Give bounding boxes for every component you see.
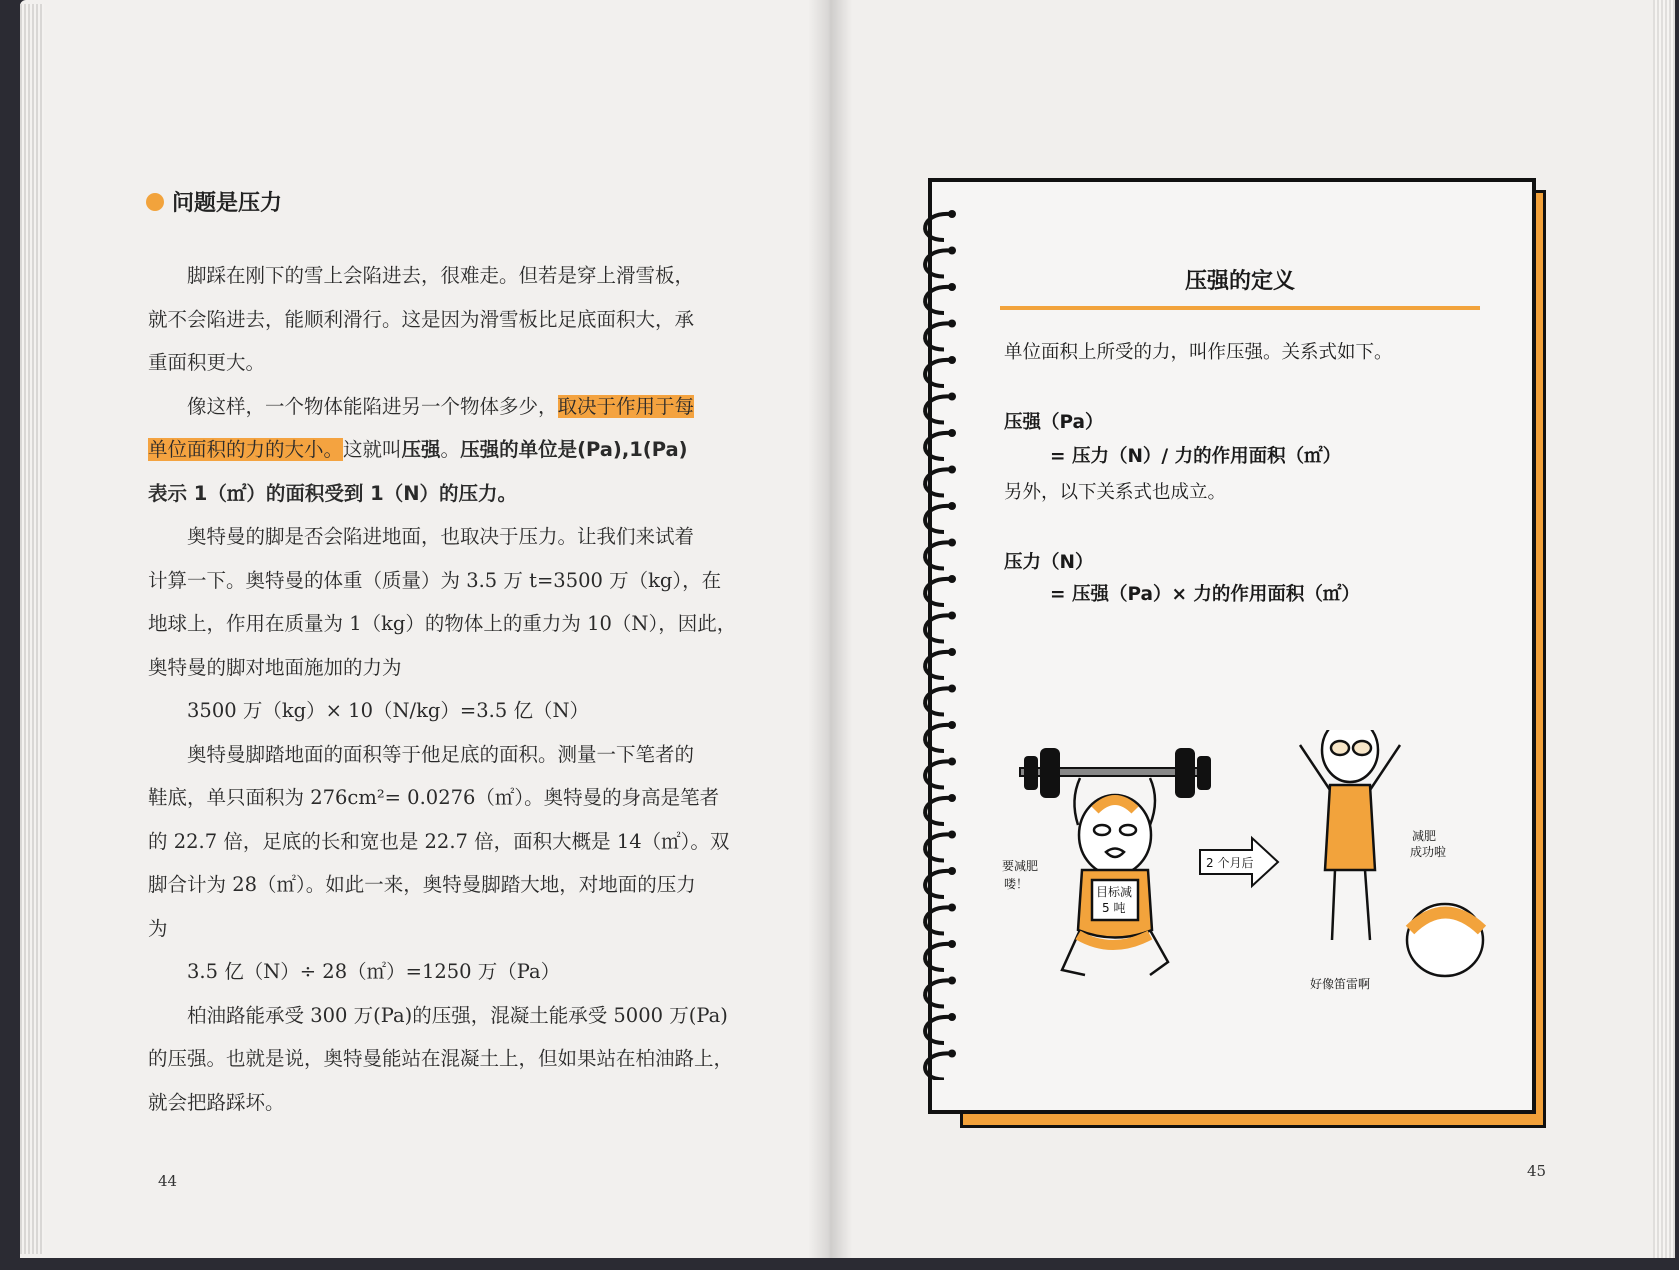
text-segment: 像这样，一个物体能陷进另一个物体多少， — [148, 394, 558, 418]
spiral-loop — [925, 542, 950, 568]
spiral-hole — [948, 320, 956, 328]
spiral-loop — [925, 506, 950, 532]
text-segment: 奥特曼的脚对地面施加的力为 — [148, 655, 402, 679]
barbell-icon — [1020, 748, 1211, 798]
body-line — [148, 347, 265, 375]
bullet-hexagon-icon — [146, 193, 164, 211]
spiral-hole — [948, 940, 956, 948]
spiral-loop — [925, 214, 950, 240]
page-number-left: 44 — [158, 1172, 178, 1190]
spiral-loop — [925, 907, 950, 933]
body-line — [148, 391, 694, 419]
bold-text: 表示 1（㎡）的面积受到 1（N）的压力。 — [148, 481, 518, 505]
text-segment: 的压强。也就是说，奥特曼能站在混凝土上，但如果站在柏油路上， — [148, 1047, 734, 1070]
spiral-hole — [948, 758, 956, 766]
spiral-hole — [948, 393, 956, 401]
body-line — [148, 434, 688, 462]
section-title: 问题是压力 — [172, 191, 283, 216]
spiral-loop — [925, 980, 950, 1006]
spiral-hole — [948, 283, 956, 291]
card-title: 压强的定义 — [1185, 269, 1296, 294]
text-segment: 计算一下。奥特曼的体重（质量）为 3.5 万 t=3500 万（kg），在 — [148, 568, 722, 592]
highlighted-text: 取决于作用于每 — [557, 394, 695, 418]
text-segment: 脚合计为 28（㎡）。如此一来，奥特曼脚踏大地，对地面的压力 — [148, 873, 696, 896]
spiral-loop — [925, 396, 950, 422]
spiral-loop — [925, 250, 950, 276]
text-segment: 。 — [440, 438, 461, 461]
card-also: 另外，以下关系式也成立。 — [1004, 482, 1227, 503]
illustration-caption: 好像笛雷啊 — [1310, 977, 1371, 991]
text-segment: 脚踩在刚下的雪上会陷进去，很难走。但若是穿上滑雪板， — [148, 264, 695, 287]
spiral-loop — [925, 944, 950, 970]
text-segment: 就会把路踩坏。 — [148, 1090, 285, 1114]
spiral-hole — [948, 539, 956, 547]
spiral-loop — [925, 469, 950, 495]
body-line — [148, 478, 517, 506]
text-segment: 柏油路能承受 300 万(Pa)的压强，混凝土能承受 5000 万(Pa) — [148, 1003, 728, 1027]
bold-text: 压强的单位是(Pa),1(Pa) — [460, 438, 688, 461]
body-line — [148, 739, 694, 767]
spiral-hole — [948, 210, 956, 218]
book-gutter — [808, 0, 852, 1258]
spiral-hole — [948, 502, 956, 510]
text-segment: 重面积更大。 — [148, 351, 266, 374]
text-segment: 为 — [148, 916, 168, 940]
formula2-body: = 压强（Pa）× 力的作用面积（㎡） — [1050, 584, 1360, 605]
body-line — [148, 826, 729, 854]
bold-text: 压强 — [401, 438, 441, 461]
text-segment: 3500 万（kg）× 10（N/kg）=3.5 亿（N） — [148, 699, 590, 722]
spiral-hole — [948, 466, 956, 474]
spiral-loop — [925, 761, 950, 787]
spiral-hole — [948, 648, 956, 656]
body-line — [148, 869, 696, 897]
formula1-body: = 压力（N）/ 力的作用面积（㎡） — [1050, 446, 1342, 467]
body-line — [148, 1043, 733, 1071]
lifting-ultraman-icon — [1062, 778, 1168, 975]
speech-left-2: 喽！ — [1004, 877, 1029, 891]
body-line — [148, 695, 589, 723]
body-line — [148, 521, 694, 549]
spiral-loop — [925, 433, 950, 459]
speech-left-1: 要减肥 — [1002, 859, 1039, 873]
spiral-hole — [948, 721, 956, 729]
highlighted-text: 单位面积的力的大小。 — [148, 438, 344, 461]
formula2-head: 压力（N） — [1004, 552, 1094, 573]
spiral-loop — [925, 1017, 950, 1043]
spiral-loop — [925, 1053, 950, 1079]
text-segment: 就不会陷进去，能顺利滑行。这是因为滑雪板比足底面积大，承 — [148, 307, 695, 331]
spiral-loop — [925, 688, 950, 714]
spiral-loop — [925, 871, 950, 897]
text-segment: 地球上，作用在质量为 1（kg）的物体上的重力为 10（N），因此， — [148, 612, 737, 635]
spiral-loop — [925, 615, 950, 641]
text-segment: 这就叫 — [343, 438, 402, 461]
body-line — [148, 304, 694, 332]
spiral-loop — [925, 652, 950, 678]
page-edge-right — [1653, 0, 1675, 1258]
body-line — [148, 260, 694, 288]
card-title-rule — [1000, 306, 1480, 310]
spiral-hole — [948, 575, 956, 583]
shirt-line-2: 5 吨 — [1102, 901, 1126, 915]
spiral-hole — [948, 612, 956, 620]
spiral-binding-icon — [910, 200, 970, 1080]
text-segment: 鞋底，单只面积为 276cm²= 0.0276（㎡）。奥特曼的身高是笔者 — [148, 786, 720, 809]
speech-right-1: 减肥 — [1412, 829, 1437, 843]
arrow-label: 2 个月后 — [1206, 856, 1254, 870]
body-line — [148, 565, 721, 593]
spiral-hole — [948, 429, 956, 437]
spiral-hole — [948, 794, 956, 802]
text-segment: 奥特曼的脚是否会陷进地面，也取决于压力。让我们来试着 — [148, 525, 695, 548]
spiral-hole — [948, 685, 956, 693]
page-edge — [20, 4, 44, 1254]
spiral-hole — [948, 247, 956, 255]
shirt-line-1: 目标减 — [1096, 885, 1133, 899]
text-segment: 的 22.7 倍，足底的长和宽也是 22.7 倍，面积大概是 14（㎡）。双 — [148, 829, 730, 853]
spiral-loop — [925, 287, 950, 313]
body-line — [148, 1087, 285, 1115]
spiral-hole — [948, 867, 956, 875]
spiral-hole — [948, 356, 956, 364]
spiral-loop — [925, 725, 950, 751]
body-line — [148, 782, 719, 810]
spiral-hole — [948, 904, 956, 912]
body-line — [148, 1000, 728, 1028]
spiral-loop — [925, 579, 950, 605]
card-intro: 单位面积上所受的力，叫作压强。关系式如下。 — [1004, 342, 1393, 363]
onlooker-icon — [1407, 904, 1483, 976]
spiral-hole — [948, 1013, 956, 1021]
body-line — [148, 608, 736, 636]
spiral-hole — [948, 1050, 956, 1058]
text-segment: 3.5 亿（N）÷ 28（㎡）=1250 万（Pa） — [148, 960, 561, 983]
formula1-head: 压强（Pa） — [1004, 412, 1104, 433]
spiral-loop — [925, 834, 950, 860]
body-line — [148, 652, 402, 680]
page-number-right: 45 — [1527, 1162, 1547, 1180]
text-segment: 奥特曼脚踏地面的面积等于他足底的面积。测量一下笔者的 — [148, 742, 695, 766]
spiral-loop — [925, 360, 950, 386]
body-line — [148, 913, 168, 941]
section-heading — [146, 186, 282, 217]
speech-right-2: 成功啦 — [1410, 845, 1447, 859]
spiral-hole — [948, 977, 956, 985]
spiral-loop — [925, 323, 950, 349]
body-line — [148, 956, 560, 984]
slim-ultraman-icon — [1300, 730, 1400, 940]
spiral-hole — [948, 831, 956, 839]
ultraman-illustration — [1000, 730, 1500, 1030]
spiral-loop — [925, 798, 950, 824]
